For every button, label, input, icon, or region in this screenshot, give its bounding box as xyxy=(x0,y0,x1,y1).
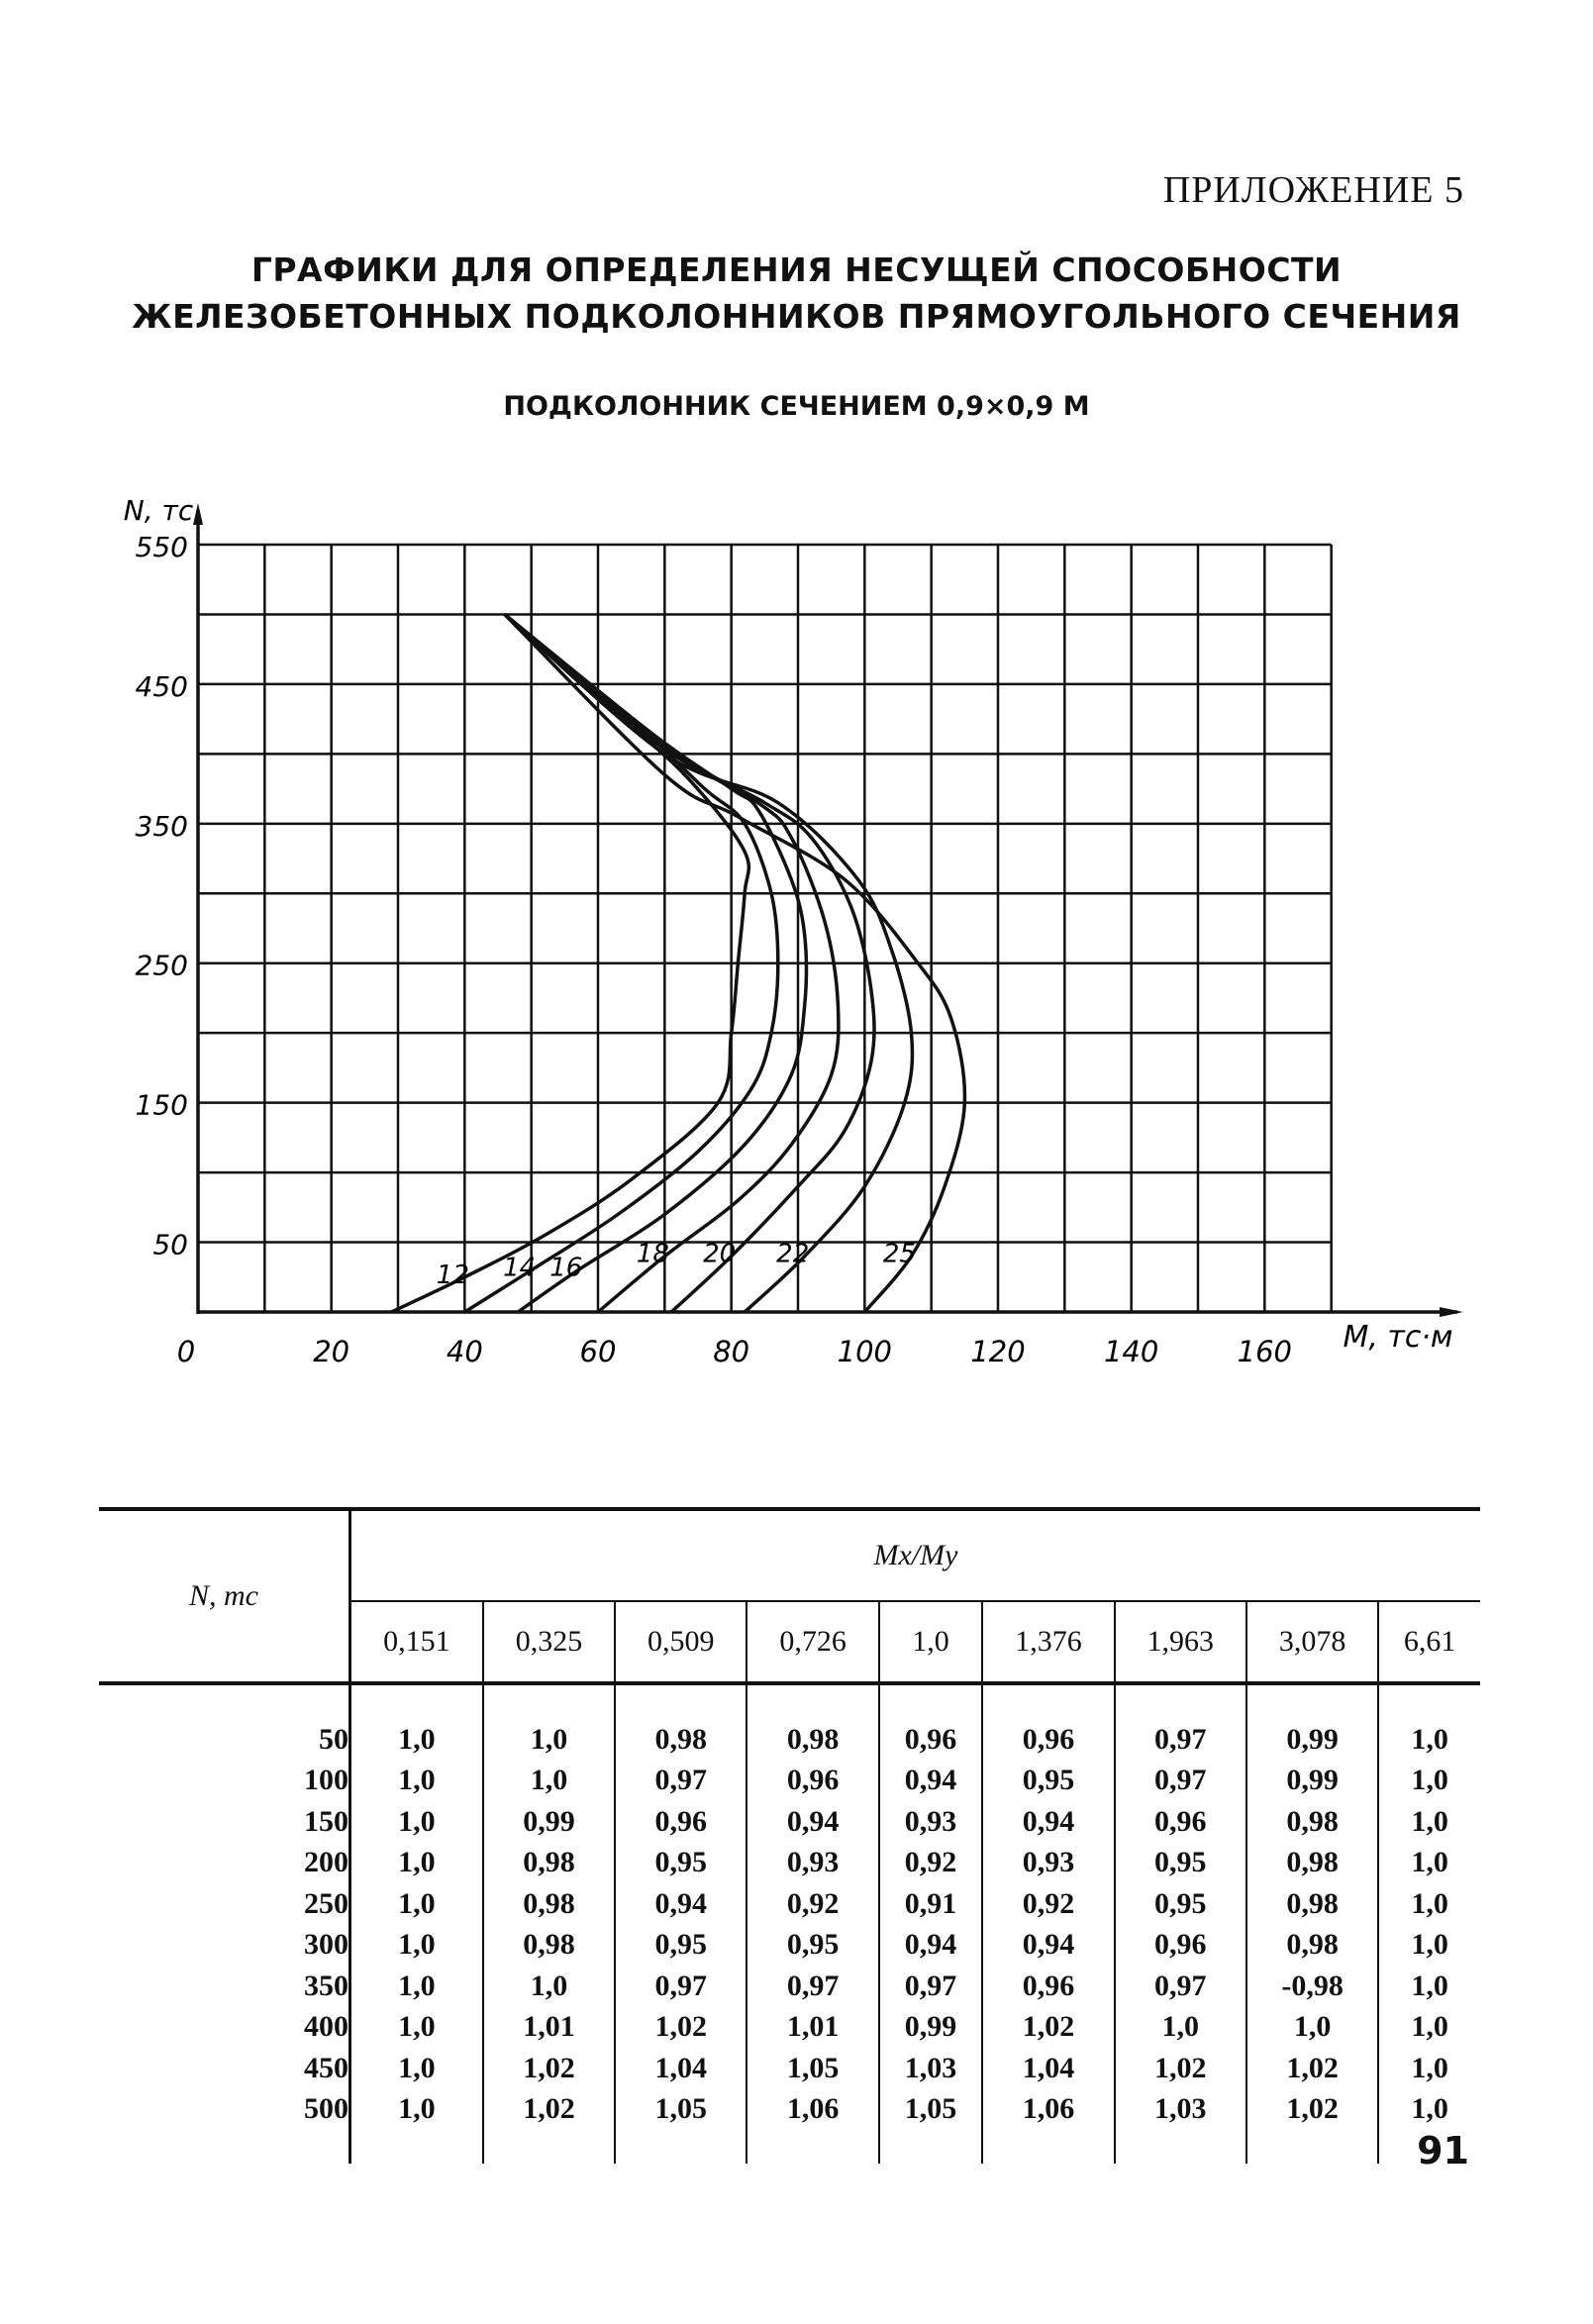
table-cell: 1,05 xyxy=(747,2048,878,2089)
table-cell: 0,98 xyxy=(1246,1925,1378,1967)
x-tick-label: 140 xyxy=(1103,1335,1159,1368)
table-cell: 1,0 xyxy=(350,1883,483,1925)
curve-label: 14 xyxy=(503,1253,537,1283)
table-row-header: N, тс xyxy=(99,1509,350,1683)
table-cell: 0,97 xyxy=(1115,1966,1246,2007)
table-cell: 0,96 xyxy=(1115,1925,1246,1967)
table-cell: 0,92 xyxy=(879,1843,983,1884)
chart-axes xyxy=(193,503,1463,1317)
table-cell: 1,0 xyxy=(350,2007,483,2049)
y-tick-label: 50 xyxy=(152,1228,188,1262)
table-cell: 0,97 xyxy=(615,1761,747,1802)
table-cell: 0,93 xyxy=(879,1801,983,1843)
table-cell: 1,0 xyxy=(483,1966,615,2007)
row-load-value: 50 xyxy=(319,1722,348,1756)
x-tick-label: 160 xyxy=(1237,1335,1293,1368)
table-cell: 0,98 xyxy=(483,1843,615,1884)
table-column-header: 3,078 xyxy=(1246,1601,1378,1683)
table-cell: 0,98 xyxy=(747,1719,878,1761)
table-cell: 0,94 xyxy=(982,1925,1114,1967)
x-tick-label: 80 xyxy=(713,1335,750,1368)
table-cell: 1,02 xyxy=(615,2007,747,2049)
y-tick-label: 450 xyxy=(135,669,188,703)
curve-label: 20 xyxy=(703,1239,737,1269)
table-cell: 1,04 xyxy=(615,2048,747,2089)
table-cell: 0,99 xyxy=(1246,1761,1378,1802)
y-tick-label: 150 xyxy=(135,1088,188,1122)
table-cell: 1,0 xyxy=(1378,1843,1480,1884)
table-cell: 1,0 xyxy=(350,2048,483,2089)
y-tick-label: 250 xyxy=(135,949,188,982)
table-cell: 1,0 xyxy=(1246,2007,1378,2049)
table-cell: 1,05 xyxy=(615,2089,747,2131)
table-row xyxy=(99,2048,1480,2089)
chart-subtitle: ПОДКОЛОННИК СЕЧЕНИЕМ 0,9×0,9 М xyxy=(503,391,1090,422)
x-tick-label: 100 xyxy=(837,1335,893,1368)
page-number: 91 xyxy=(1417,2129,1469,2172)
table-cell: 1,0 xyxy=(350,1925,483,1967)
table-cell: 1,0 xyxy=(350,1719,483,1761)
table-cell: 1,01 xyxy=(747,2007,878,2049)
curve-label: 22 xyxy=(776,1239,810,1269)
table-cell: 0,95 xyxy=(1115,1883,1246,1925)
table-cell: 0,95 xyxy=(615,1843,747,1884)
table-cell: 0,98 xyxy=(615,1719,747,1761)
table-cell: 1,02 xyxy=(1246,2048,1378,2089)
table-column-header: 0,151 xyxy=(350,1601,483,1683)
table-cell: 1,03 xyxy=(879,2048,983,2089)
table-cell: 0,94 xyxy=(747,1801,878,1843)
table-cell: 1,0 xyxy=(1378,1719,1480,1761)
table-column-header: 0,509 xyxy=(615,1601,747,1683)
table-cell: 1,0 xyxy=(1378,1761,1480,1802)
table-cell: 0,96 xyxy=(615,1801,747,1843)
table-cell: 1,0 xyxy=(483,1719,615,1761)
table-column-header: 1,963 xyxy=(1115,1601,1246,1683)
x-axis-label: M, тс·м xyxy=(1343,1320,1453,1355)
table-cell: 1,02 xyxy=(1115,2048,1246,2089)
curve-label: 12 xyxy=(436,1260,469,1290)
table-cell: 0,98 xyxy=(1246,1883,1378,1925)
table-cell: 0,98 xyxy=(483,1925,615,1967)
table-cell: 1,0 xyxy=(350,1966,483,2007)
table-cell: 1,03 xyxy=(1115,2089,1246,2131)
table-cell: 0,98 xyxy=(483,1883,615,1925)
table-cell: 0,95 xyxy=(982,1761,1114,1802)
table-cell: 1,0 xyxy=(1378,1925,1480,1967)
x-tick-label: 0 xyxy=(176,1335,196,1368)
table-cell: 1,04 xyxy=(982,2048,1114,2089)
table-cell: 0,94 xyxy=(982,1801,1114,1843)
table-cell: 0,95 xyxy=(615,1925,747,1967)
table-cell: 0,99 xyxy=(879,2007,983,2049)
y-tick-label: 350 xyxy=(135,809,188,843)
page-title-line-1: ГРАФИКИ ДЛЯ ОПРЕДЕЛЕНИЯ НЕСУЩЕЙ СПОСОБНОСТИ xyxy=(250,251,1343,289)
table-cell: -0,98 xyxy=(1246,1966,1378,2007)
table-cell: 1,02 xyxy=(483,2048,615,2089)
table-cell: 1,05 xyxy=(879,2089,983,2131)
table-cell: 0,97 xyxy=(1115,1719,1246,1761)
table-cell: 0,97 xyxy=(1115,1761,1246,1802)
table-cell: 1,0 xyxy=(350,1801,483,1843)
page-title-line-2: ЖЕЛЕЗОБЕТОННЫХ ПОДКОЛОННИКОВ ПРЯМОУГОЛЬНОГО СЕЧЕНИЯ xyxy=(132,297,1461,336)
table-cell: 1,0 xyxy=(350,1843,483,1884)
table-cell: 1,06 xyxy=(982,2089,1114,2131)
x-tick-label: 40 xyxy=(446,1335,483,1368)
bearing-capacity-chart xyxy=(0,475,1593,1386)
table-cell: 1,02 xyxy=(1246,2089,1378,2131)
table-group-header: Mx/My xyxy=(350,1509,1481,1601)
table-cell: 0,98 xyxy=(1246,1801,1378,1843)
table-cell: 1,0 xyxy=(1378,2048,1480,2089)
table-column-header: 0,325 xyxy=(483,1601,615,1683)
x-tick-label: 120 xyxy=(970,1335,1026,1368)
table-cell: 0,96 xyxy=(1115,1801,1246,1843)
table-row xyxy=(99,1925,1480,1967)
table-cell: 0,94 xyxy=(615,1883,747,1925)
y-axis-label: N, тс xyxy=(123,494,194,527)
row-load-value: 500 xyxy=(304,2092,348,2126)
table-row xyxy=(99,1801,1480,1843)
table-column-header: 0,726 xyxy=(747,1601,878,1683)
table-cell: 1,06 xyxy=(747,2089,878,2131)
table-cell: 1,02 xyxy=(483,2089,615,2131)
appendix-label: ПРИЛОЖЕНИЕ 5 xyxy=(1162,169,1464,211)
table-cell: 0,97 xyxy=(747,1966,878,2007)
x-tick-label: 20 xyxy=(313,1335,350,1368)
table-cell: 1,0 xyxy=(1378,1801,1480,1843)
table-column-header: 1,0 xyxy=(879,1601,983,1683)
table-cell: 0,91 xyxy=(879,1883,983,1925)
table-cell: 0,97 xyxy=(879,1966,983,2007)
chart-grid xyxy=(198,545,1332,1312)
table-column-header: 6,61 xyxy=(1378,1601,1480,1683)
x-tick-label: 60 xyxy=(579,1335,617,1368)
row-load-value: 100 xyxy=(304,1764,348,1797)
table-cell: 1,0 xyxy=(1378,1883,1480,1925)
table-cell: 0,96 xyxy=(747,1761,878,1802)
table-cell: 0,96 xyxy=(982,1719,1114,1761)
table-cell: 0,97 xyxy=(615,1966,747,2007)
row-load-value: 450 xyxy=(304,2051,348,2084)
table-cell: 0,92 xyxy=(747,1883,878,1925)
table-cell: 0,94 xyxy=(879,1761,983,1802)
table-row xyxy=(99,2007,1480,2049)
curve-label: 16 xyxy=(549,1253,583,1283)
table-cell: 1,0 xyxy=(1378,2007,1480,2049)
table-cell: 1,02 xyxy=(982,2007,1114,2049)
row-load-value: 200 xyxy=(304,1846,348,1879)
table-cell: 0,95 xyxy=(1115,1843,1246,1884)
x-axis-arrow xyxy=(1440,1307,1463,1317)
table-cell: 1,0 xyxy=(1378,2089,1480,2131)
table-row xyxy=(99,1843,1480,1884)
table-cell: 0,92 xyxy=(982,1883,1114,1925)
table-row xyxy=(99,1719,1480,1761)
table-cell: 1,0 xyxy=(1378,1966,1480,2007)
table-cell: 0,98 xyxy=(1246,1843,1378,1884)
table-cell: 0,96 xyxy=(879,1719,983,1761)
correction-table xyxy=(99,1507,1480,2164)
y-axis-arrow xyxy=(193,503,203,525)
table-cell: 1,0 xyxy=(350,2089,483,2131)
table-cell: 0,93 xyxy=(982,1843,1114,1884)
table-row xyxy=(99,1883,1480,1925)
table-cell: 0,99 xyxy=(483,1801,615,1843)
table-cell: 0,95 xyxy=(747,1925,878,1967)
table-cell: 1,01 xyxy=(483,2007,615,2049)
table-cell: 0,94 xyxy=(879,1925,983,1967)
table-cell: 0,96 xyxy=(982,1966,1114,2007)
curve-label: 18 xyxy=(636,1239,669,1269)
row-load-value: 350 xyxy=(304,1969,348,2002)
table-row xyxy=(99,1966,1480,2007)
table-column-header: 1,376 xyxy=(982,1601,1114,1683)
table-cell: 1,0 xyxy=(350,1761,483,1802)
row-load-value: 250 xyxy=(304,1886,348,1920)
table-cell: 1,0 xyxy=(483,1761,615,1802)
table-cell: 0,99 xyxy=(1246,1719,1378,1761)
table-cell: 1,0 xyxy=(1115,2007,1246,2049)
table-row xyxy=(99,2089,1480,2131)
row-load-value: 300 xyxy=(304,1928,348,1962)
row-load-value: 150 xyxy=(304,1804,348,1838)
curve-label: 25 xyxy=(882,1239,917,1269)
table-cell: 0,93 xyxy=(747,1843,878,1884)
y-tick-label: 550 xyxy=(135,531,188,563)
table-row xyxy=(99,1761,1480,1802)
row-load-value: 400 xyxy=(304,2010,348,2044)
